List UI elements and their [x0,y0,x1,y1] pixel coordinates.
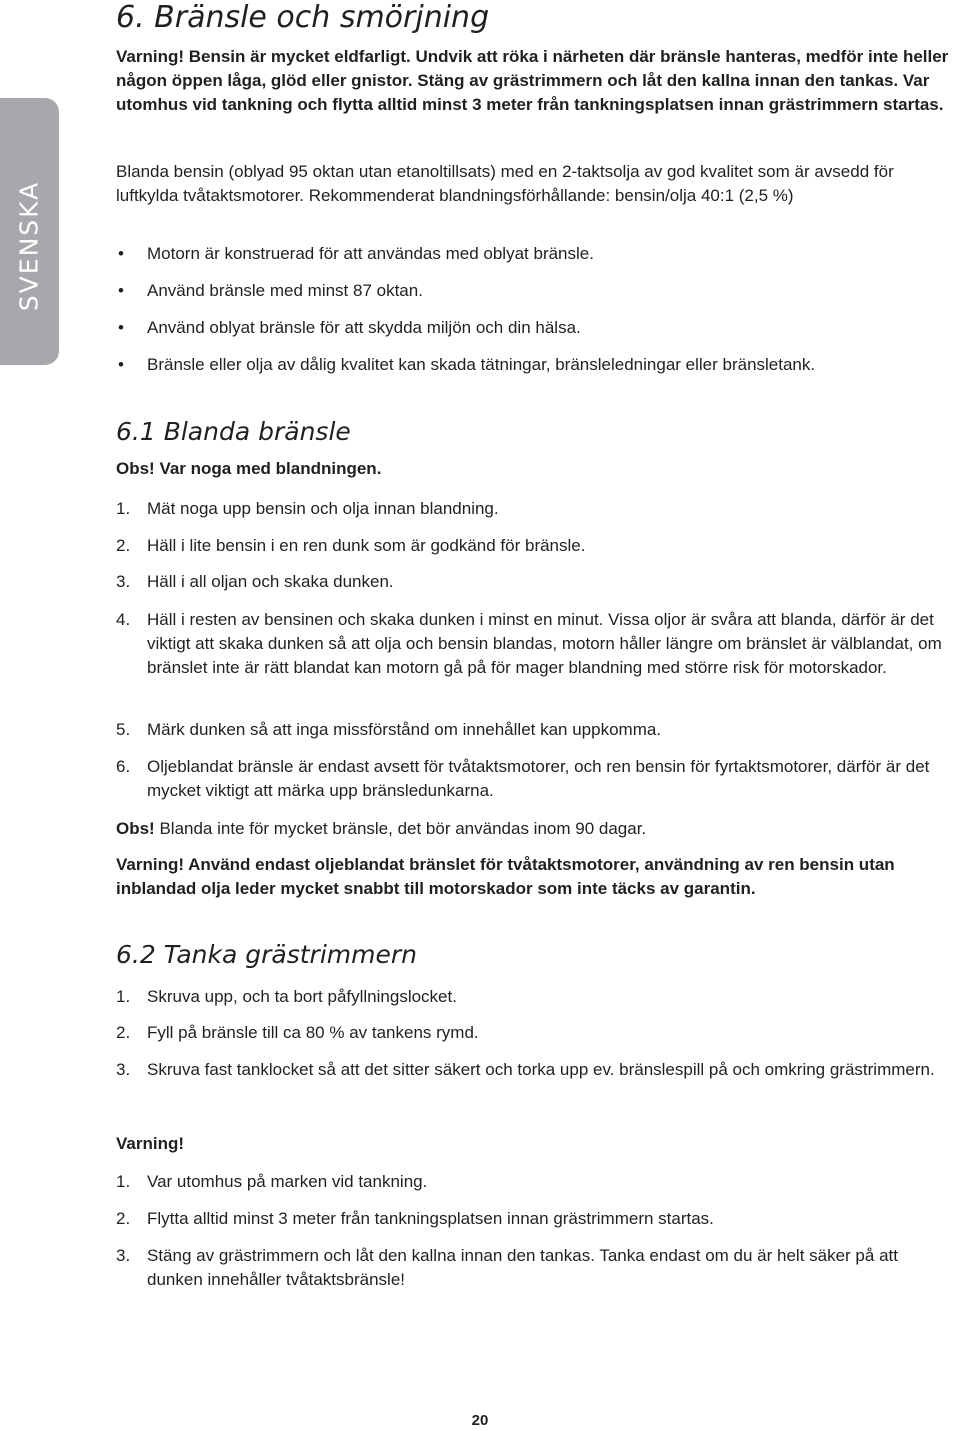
step-number: 6. [116,757,131,776]
bullet-text: Bränsle eller olja av dålig kvalitet kan skada tätningar, bränsleledningar eller bränsletank. [147,355,816,374]
bullet-marker: • [118,355,124,374]
section-title: 6. Bränsle och smörjning [116,0,490,35]
step-number: 1. [116,987,131,1006]
mix-step [116,608,958,680]
mix-step [116,718,958,742]
fill-step [116,985,958,1009]
fill-warning-step [116,1207,958,1231]
step-text: Mät noga upp bensin och olja innan blandning. [147,499,499,518]
mix-step [116,755,958,803]
obs-text: Blanda inte för mycket bränsle, det bör användas inom 90 dagar. [154,819,647,838]
mix-step [116,497,958,521]
fill-warning-heading: Varning! [116,1134,185,1153]
obs-label: Obs! [116,819,155,838]
mix-warning: Varning! Använd endast oljeblandat bränslet för tvåtaktsmotorer, användning av ren bensin utan inblandad olja leder mycket snabbt till motorskador som inte täcks av garantin. [116,855,895,898]
step-number: 5. [116,720,131,739]
mix-note-heading: Obs! Var noga med blandningen. [116,459,382,478]
step-number: 1. [116,499,131,518]
fuel-mix-intro: Blanda bensin (oblyad 95 oktan utan etanoltillsats) med en 2-taktsolja av god kvalitet som är avsedd för luftkylda tvåtaktsmotorer. Rekommenderat blandningsförhållande: bensin/olja 40:1 (2,5 %) [116,162,894,205]
language-tab-label: SVENSKA [14,180,44,312]
step-text: Skruva fast tanklocket så att det sitter säkert och torka upp ev. bränslespill på och omkring grästrimmern. [147,1060,935,1079]
bullet-marker: • [118,281,124,300]
step-text: Märk dunken så att inga missförstånd om innehållet kan uppkomma. [147,720,662,739]
step-text: Häll i lite bensin i en ren dunk som är godkänd för bränsle. [147,536,586,555]
bullet-item [116,279,958,303]
step-number: 2. [116,1023,131,1042]
step-number: 3. [116,1246,131,1265]
step-text: Häll i resten av bensinen och skaka dunken i minst en minut. Vissa oljor är svåra att blanda, därför är det viktigt att skaka dunken så att olja och bensin blandas, motorn håller längre om bränslet är välblandat, om bränslet inte är rätt blandat kan motorn gå på för mager blandning med större risk för motorskador. [147,610,942,677]
step-text: Skruva upp, och ta bort påfyllningslocket. [147,987,457,1006]
step-text: Häll i all oljan och skaka dunken. [147,572,394,591]
fill-step [116,1021,958,1045]
bullet-item [116,242,958,266]
step-number: 3. [116,572,131,591]
step-number: 2. [116,536,131,555]
step-text: Flytta alltid minst 3 meter från tankningsplatsen innan grästrimmern startas. [147,1209,714,1228]
fill-warning-step [116,1170,958,1194]
bullet-text: Motorn är konstruerad för att användas med oblyat bränsle. [147,244,594,263]
fuel-warning: Varning! Bensin är mycket eldfarligt. Undvik att röka i närheten där bränsle hanteras, medför inte heller någon öppen låga, glöd eller gnistor. Stäng av grästrimmern och låt den kallna innan den tankas. Var utomhus vid tankning och flytta alltid minst 3 meter från tankningsplatsen innan grästrimmern startas. [116,47,949,114]
bullet-marker: • [118,244,124,263]
page-number: 20 [471,1412,489,1429]
step-text: Fyll på bränsle till ca 80 % av tankens rymd. [147,1023,479,1042]
fill-step [116,1058,958,1082]
step-number: 1. [116,1172,131,1191]
bullet-item [116,353,958,377]
step-text: Var utomhus på marken vid tankning. [147,1172,428,1191]
subsection-title-mix: 6.1 Blanda bränsle [116,417,351,446]
mix-step [116,570,958,594]
fill-warning-step [116,1244,958,1292]
step-text: Stäng av grästrimmern och låt den kallna innan den tankas. Tanka endast om du är helt säker på att dunken innehåller tvåtaktsbränsle! [147,1246,898,1289]
step-number: 2. [116,1209,131,1228]
bullet-text: Använd bränsle med minst 87 oktan. [147,281,423,300]
mix-step [116,534,958,558]
bullet-marker: • [118,318,124,337]
step-number: 4. [116,610,131,629]
bullet-item [116,316,958,340]
subsection-title-fill: 6.2 Tanka grästrimmern [116,940,417,969]
step-text: Oljeblandat bränsle är endast avsett för tvåtaktsmotorer, och ren bensin för fyrtaktsmotorer, därför är det mycket viktigt att märka upp bränsledunkarna. [147,757,930,800]
bullet-text: Använd oblyat bränsle för att skydda miljön och din hälsa. [147,318,581,337]
step-number: 3. [116,1060,131,1079]
mix-obs-note [116,817,958,841]
